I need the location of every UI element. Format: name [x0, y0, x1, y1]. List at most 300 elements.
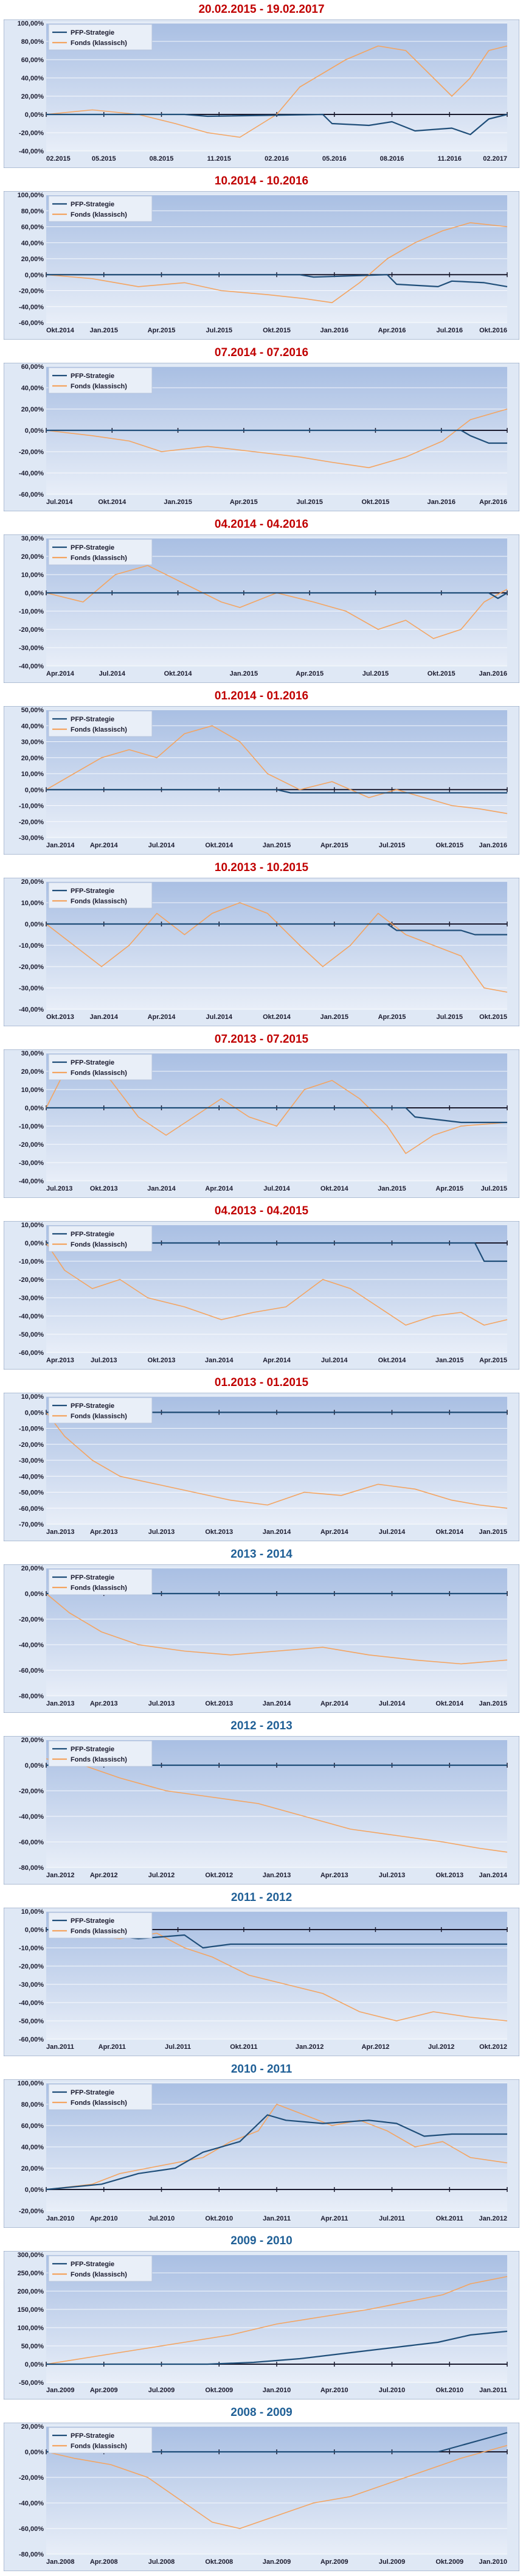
x-tick-label: Jan.2015 — [435, 1357, 464, 1364]
chart-panel — [0, 343, 523, 515]
y-tick-label: 20,00% — [21, 754, 44, 762]
y-tick-label: 20,00% — [21, 93, 44, 100]
x-tick-label: Okt.2011 — [230, 2043, 258, 2051]
x-tick-label: Jan.2011 — [46, 2043, 74, 2051]
legend — [49, 1741, 152, 1766]
x-tick-label: Apr.2010 — [89, 2215, 118, 2222]
chart-panel — [0, 2403, 523, 2575]
x-tick-label: Okt.2008 — [205, 2558, 234, 2566]
x-tick-label: Jul.2013 — [148, 1700, 175, 1707]
x-tick-label: Okt.2012 — [205, 1872, 234, 1879]
chart-panel — [0, 172, 523, 343]
chart-title: 04.2014 - 04.2016 — [214, 518, 309, 531]
x-tick-label: Apr.2015 — [320, 842, 348, 849]
x-tick-label: 02.2016 — [265, 155, 289, 163]
chart-title: 04.2013 - 04.2015 — [214, 1205, 309, 1217]
chart-title: 20.02.2015 - 19.02.2017 — [198, 3, 325, 16]
legend — [49, 2084, 152, 2110]
y-tick-label: 20,00% — [21, 1565, 44, 1572]
y-tick-label: 100,00% — [17, 2325, 44, 2332]
y-tick-label: 20,00% — [21, 553, 44, 561]
y-tick-label: 20,00% — [21, 878, 44, 886]
legend-label: PFP-Strategie — [71, 544, 115, 551]
y-tick-label: 0,00% — [24, 111, 44, 119]
y-tick-label: 80,00% — [21, 38, 44, 46]
x-tick-label: Apr.2014 — [147, 1013, 176, 1021]
x-tick-label: Okt.2014 — [98, 499, 126, 506]
x-tick-label: Okt.2014 — [320, 1185, 348, 1192]
x-tick-label: Jul.2013 — [91, 1357, 117, 1364]
x-tick-label: Jul.2012 — [428, 2043, 455, 2051]
legend — [49, 1913, 152, 1938]
y-tick-label: 40,00% — [21, 2144, 44, 2151]
chart-title: 2012 - 2013 — [230, 1720, 293, 1732]
x-tick-label: Jan.2013 — [46, 1700, 75, 1707]
y-tick-label: 10,00% — [21, 1908, 44, 1916]
x-tick-label: Apr.2012 — [361, 2043, 390, 2051]
line-chart — [4, 1221, 519, 1370]
line-chart — [4, 2251, 519, 2399]
x-tick-label: Okt.2013 — [435, 1872, 464, 1879]
x-tick-label: Jan.2013 — [262, 1872, 291, 1879]
line-chart — [4, 1049, 519, 1198]
chart-title: 01.2013 - 01.2015 — [214, 1376, 309, 1389]
y-tick-label: -80,00% — [19, 1864, 44, 1872]
y-tick-label: -10,00% — [19, 1425, 44, 1433]
chart-title: 01.2014 - 01.2016 — [214, 690, 309, 702]
y-tick-label: -20,00% — [19, 1963, 44, 1970]
x-tick-label: 11.2016 — [437, 155, 462, 163]
y-tick-label: -30,00% — [19, 1295, 44, 1302]
legend-label: PFP-Strategie — [71, 2089, 115, 2096]
legend-label: PFP-Strategie — [71, 373, 115, 380]
y-tick-label: -20,00% — [19, 449, 44, 456]
y-tick-label: -60,00% — [19, 2036, 44, 2043]
x-tick-label: Jan.2010 — [46, 2215, 75, 2222]
legend-label: PFP-Strategie — [71, 1059, 115, 1066]
y-tick-label: 20,00% — [21, 406, 44, 413]
x-tick-label: Apr.2013 — [89, 1528, 118, 1536]
y-tick-label: -40,00% — [19, 1473, 44, 1481]
y-tick-label: 0,00% — [24, 1591, 44, 1598]
x-tick-label: Jan.2013 — [46, 1528, 75, 1536]
y-tick-label: 0,00% — [24, 1105, 44, 1112]
legend — [49, 368, 152, 393]
x-tick-label: Jul.2014 — [321, 1357, 348, 1364]
y-tick-label: -20,00% — [19, 964, 44, 971]
x-tick-label: Jan.2015 — [229, 670, 258, 677]
x-tick-label: Jan.2016 — [479, 842, 507, 849]
y-tick-label: -50,00% — [19, 1489, 44, 1497]
y-tick-label: 0,00% — [24, 427, 44, 435]
legend-label: Fonds (klassisch) — [71, 2443, 127, 2450]
y-tick-label: 0,00% — [24, 271, 44, 279]
chart-title: 2010 - 2011 — [230, 2063, 293, 2076]
x-tick-label: Jan.2015 — [479, 1700, 507, 1707]
x-tick-label: Jan.2015 — [89, 327, 118, 334]
y-tick-label: -50,00% — [19, 1331, 44, 1339]
y-tick-label: 0,00% — [24, 2449, 44, 2456]
legend-label: Fonds (klassisch) — [71, 1928, 127, 1935]
x-tick-label: Okt.2013 — [46, 1013, 74, 1021]
legend-label: Fonds (klassisch) — [71, 726, 127, 733]
x-tick-label: Jul.2014 — [99, 670, 125, 677]
x-tick-label: Jul.2014 — [378, 1700, 406, 1707]
x-tick-label: Jul.2010 — [148, 2215, 175, 2222]
legend-label: PFP-Strategie — [71, 887, 115, 895]
x-tick-label: Okt.2013 — [89, 1185, 118, 1192]
y-tick-label: 80,00% — [21, 2101, 44, 2109]
y-tick-label: 40,00% — [21, 723, 44, 730]
x-tick-label: Jul.2010 — [378, 2387, 406, 2394]
legend — [49, 24, 152, 50]
x-tick-label: Okt.2015 — [427, 670, 455, 677]
legend — [49, 539, 152, 565]
line-chart — [4, 1736, 519, 1885]
x-tick-label: Apr.2015 — [378, 1013, 406, 1021]
x-tick-label: Jul.2009 — [378, 2558, 406, 2566]
y-tick-label: -30,00% — [19, 835, 44, 842]
x-tick-label: Apr.2013 — [320, 1872, 348, 1879]
x-tick-label: Apr.2015 — [229, 499, 258, 506]
x-tick-label: Jul.2015 — [480, 1185, 507, 1192]
chart-panel — [0, 2060, 523, 2231]
y-tick-label: 10,00% — [21, 771, 44, 778]
line-chart — [4, 1564, 519, 1713]
x-tick-label: Jul.2014 — [263, 1185, 290, 1192]
y-tick-label: -20,00% — [19, 2474, 44, 2482]
y-tick-label: 30,00% — [21, 1050, 44, 1057]
y-tick-label: 40,00% — [21, 75, 44, 82]
y-tick-label: 250,00% — [17, 2270, 44, 2277]
x-tick-label: Okt.2014 — [263, 1013, 291, 1021]
x-tick-label: Jan.2016 — [479, 670, 507, 677]
x-tick-label: Apr.2013 — [46, 1357, 74, 1364]
y-tick-label: -10,00% — [19, 1123, 44, 1130]
y-tick-label: 100,00% — [17, 2080, 44, 2087]
y-tick-label: -20,00% — [19, 130, 44, 137]
y-tick-label: 0,00% — [24, 1240, 44, 1247]
chart-panel — [0, 858, 523, 1030]
x-tick-label: Jan.2011 — [479, 2387, 507, 2394]
y-tick-label: 80,00% — [21, 208, 44, 215]
chart-panel — [0, 1717, 523, 1888]
x-tick-label: Jan.2014 — [262, 1700, 291, 1707]
legend-label: PFP-Strategie — [71, 29, 115, 37]
legend — [49, 1569, 152, 1595]
x-tick-label: Jul.2011 — [165, 2043, 191, 2051]
y-tick-label: 40,00% — [21, 385, 44, 392]
line-chart — [4, 191, 519, 340]
y-tick-label: -30,00% — [19, 1981, 44, 1989]
y-tick-label: 0,00% — [24, 1927, 44, 1934]
legend-label: Fonds (klassisch) — [71, 40, 127, 47]
x-tick-label: Okt.2014 — [435, 1700, 464, 1707]
x-tick-label: 11.2015 — [207, 155, 231, 163]
y-tick-label: -60,00% — [19, 320, 44, 327]
legend-label: Fonds (klassisch) — [71, 383, 127, 390]
y-tick-label: 40,00% — [21, 239, 44, 247]
x-tick-label: Okt.2016 — [479, 327, 507, 334]
x-tick-label: Okt.2015 — [479, 1013, 507, 1021]
x-tick-label: 05.2016 — [322, 155, 347, 163]
line-chart — [4, 2423, 519, 2571]
y-tick-label: -80,00% — [19, 1693, 44, 1700]
x-tick-label: Okt.2014 — [378, 1357, 406, 1364]
y-tick-label: -20,00% — [19, 287, 44, 295]
y-tick-label: 0,00% — [24, 590, 44, 597]
y-tick-label: 30,00% — [21, 738, 44, 746]
x-tick-label: Jul.2014 — [378, 1528, 406, 1536]
x-tick-label: Jul.2015 — [436, 1013, 463, 1021]
y-tick-label: -80,00% — [19, 2551, 44, 2558]
line-chart — [4, 878, 519, 1026]
y-tick-label: -20,00% — [19, 2208, 44, 2215]
y-tick-label: -60,00% — [19, 1349, 44, 1357]
y-tick-label: 10,00% — [21, 1087, 44, 1094]
y-tick-label: -40,00% — [19, 148, 44, 155]
y-tick-label: 100,00% — [17, 192, 44, 199]
x-tick-label: Okt.2010 — [205, 2215, 234, 2222]
x-tick-label: 05.2015 — [91, 155, 116, 163]
x-tick-label: 08.2016 — [379, 155, 404, 163]
chart-title: 2008 - 2009 — [230, 2406, 293, 2419]
x-tick-label: Jul.2014 — [206, 1013, 232, 1021]
y-tick-label: -10,00% — [19, 942, 44, 950]
legend — [49, 711, 152, 737]
x-tick-label: Jul.2011 — [379, 2215, 405, 2222]
line-chart — [4, 1393, 519, 1541]
x-tick-label: Jul.2015 — [296, 499, 323, 506]
legend — [49, 2256, 152, 2281]
x-tick-label: Jul.2013 — [148, 1528, 175, 1536]
chart-panel — [0, 0, 523, 172]
x-tick-label: Jan.2012 — [46, 1872, 75, 1879]
y-tick-label: 0,00% — [24, 1409, 44, 1417]
x-tick-label: Apr.2015 — [479, 1357, 507, 1364]
x-tick-label: Okt.2013 — [205, 1528, 234, 1536]
legend-label: Fonds (klassisch) — [71, 1241, 127, 1248]
y-tick-label: -20,00% — [19, 1141, 44, 1149]
y-tick-label: -40,00% — [19, 1313, 44, 1320]
x-tick-label: Jul.2016 — [436, 327, 463, 334]
x-tick-label: Apr.2016 — [378, 327, 406, 334]
line-chart — [4, 2079, 519, 2228]
x-tick-label: Jan.2015 — [320, 1013, 348, 1021]
y-tick-label: -10,00% — [19, 1258, 44, 1265]
y-tick-label: -60,00% — [19, 1505, 44, 1513]
y-tick-label: -40,00% — [19, 2000, 44, 2007]
legend-label: Fonds (klassisch) — [71, 1584, 127, 1592]
y-tick-label: -20,00% — [19, 1788, 44, 1795]
x-tick-label: Jan.2014 — [262, 1528, 291, 1536]
y-tick-label: -50,00% — [19, 2018, 44, 2025]
y-tick-label: 0,00% — [24, 786, 44, 794]
x-tick-label: 08.2015 — [149, 155, 174, 163]
x-tick-label: Jul.2015 — [362, 670, 389, 677]
chart-panel — [0, 515, 523, 687]
legend — [49, 196, 152, 222]
y-tick-label: -20,00% — [19, 1441, 44, 1449]
y-tick-label: -20,00% — [19, 626, 44, 634]
x-tick-label: Apr.2009 — [89, 2387, 118, 2394]
legend-label: Fonds (klassisch) — [71, 2099, 127, 2107]
chart-panel — [0, 687, 523, 858]
y-tick-label: 150,00% — [17, 2306, 44, 2314]
x-tick-label: 02.2017 — [483, 155, 507, 163]
y-tick-label: -40,00% — [19, 303, 44, 311]
line-chart — [4, 19, 519, 168]
chart-title: 2011 - 2012 — [230, 1891, 293, 1904]
x-tick-label: Jul.2008 — [148, 2558, 175, 2566]
y-tick-label: -60,00% — [19, 2525, 44, 2533]
y-tick-label: 0,00% — [24, 1762, 44, 1769]
y-tick-label: 200,00% — [17, 2288, 44, 2295]
legend — [49, 1226, 152, 1251]
y-tick-label: -60,00% — [19, 1839, 44, 1846]
x-tick-label: Apr.2014 — [205, 1185, 234, 1192]
legend-label: PFP-Strategie — [71, 716, 115, 723]
chart-panel — [0, 1373, 523, 1545]
legend-label: Fonds (klassisch) — [71, 1413, 127, 1420]
x-tick-label: Jan.2016 — [320, 327, 348, 334]
legend-label: PFP-Strategie — [71, 2261, 115, 2268]
legend-label: Fonds (klassisch) — [71, 1756, 127, 1763]
x-tick-label: Apr.2009 — [320, 2558, 348, 2566]
y-tick-label: 0,00% — [24, 2186, 44, 2194]
y-tick-label: 60,00% — [21, 363, 44, 371]
x-tick-label: Okt.2009 — [205, 2387, 234, 2394]
x-tick-label: Okt.2013 — [147, 1357, 176, 1364]
legend — [49, 883, 152, 908]
x-tick-label: Jan.2015 — [164, 499, 192, 506]
y-tick-label: -40,00% — [19, 1813, 44, 1821]
y-tick-label: -20,00% — [19, 818, 44, 826]
x-tick-label: Jul.2013 — [46, 1185, 73, 1192]
y-tick-label: -40,00% — [19, 470, 44, 477]
y-tick-label: 100,00% — [17, 20, 44, 27]
chart-title: 10.2014 - 10.2016 — [214, 175, 309, 187]
x-tick-label: Apr.2014 — [320, 1700, 348, 1707]
y-tick-label: -70,00% — [19, 1521, 44, 1528]
x-tick-label: Jan.2014 — [147, 1185, 176, 1192]
y-tick-label: 20,00% — [21, 1068, 44, 1076]
x-tick-label: Jan.2014 — [89, 1013, 118, 1021]
y-tick-label: 20,00% — [21, 256, 44, 263]
y-tick-label: 50,00% — [21, 707, 44, 714]
legend-label: PFP-Strategie — [71, 1917, 115, 1925]
y-tick-label: -10,00% — [19, 608, 44, 615]
x-tick-label: Jan.2010 — [479, 2558, 507, 2566]
x-tick-label: Jul.2015 — [206, 327, 232, 334]
x-tick-label: Jan.2012 — [479, 2215, 507, 2222]
x-tick-label: 02.2015 — [46, 155, 71, 163]
y-tick-label: 30,00% — [21, 535, 44, 542]
x-tick-label: Jan.2015 — [378, 1185, 406, 1192]
legend-label: PFP-Strategie — [71, 201, 115, 208]
chart-panel — [0, 1030, 523, 1202]
x-tick-label: Okt.2014 — [435, 1528, 464, 1536]
y-tick-label: 300,00% — [17, 2252, 44, 2259]
legend-label: PFP-Strategie — [71, 1746, 115, 1753]
x-tick-label: Jan.2012 — [295, 2043, 324, 2051]
y-tick-label: 60,00% — [21, 2123, 44, 2130]
y-tick-label: -30,00% — [19, 1457, 44, 1465]
line-chart — [4, 363, 519, 511]
y-tick-label: 10,00% — [21, 900, 44, 907]
x-tick-label: Okt.2015 — [263, 327, 291, 334]
y-tick-label: -20,00% — [19, 1276, 44, 1284]
x-tick-label: Jul.2015 — [378, 842, 406, 849]
chart-panel — [0, 2231, 523, 2403]
y-tick-label: 20,00% — [21, 1737, 44, 1744]
chart-title: 07.2013 - 07.2015 — [214, 1033, 309, 1046]
x-tick-label: Okt.2014 — [164, 670, 192, 677]
x-tick-label: Jan.2011 — [263, 2215, 291, 2222]
x-tick-label: Okt.2014 — [46, 327, 74, 334]
legend-label: PFP-Strategie — [71, 1574, 115, 1581]
y-tick-label: 10,00% — [21, 572, 44, 579]
y-tick-label: -40,00% — [19, 663, 44, 670]
x-tick-label: Jan.2014 — [46, 842, 75, 849]
y-tick-label: 60,00% — [21, 223, 44, 231]
x-tick-label: Apr.2012 — [89, 1872, 118, 1879]
y-tick-label: -50,00% — [19, 2379, 44, 2387]
x-tick-label: Jul.2009 — [148, 2387, 175, 2394]
legend-label: PFP-Strategie — [71, 1231, 115, 1238]
x-tick-label: Okt.2015 — [435, 842, 464, 849]
y-tick-label: -40,00% — [19, 1642, 44, 1649]
x-tick-label: Jul.2014 — [46, 499, 73, 506]
chart-panel — [0, 1545, 523, 1717]
chart-title: 2009 - 2010 — [230, 2235, 293, 2247]
x-tick-label: Jan.2010 — [262, 2387, 291, 2394]
legend-label: Fonds (klassisch) — [71, 2271, 127, 2278]
line-chart — [4, 1908, 519, 2056]
legend — [49, 1054, 152, 1080]
chart-panel — [0, 1888, 523, 2060]
x-tick-label: Jan.2009 — [46, 2387, 75, 2394]
y-tick-label: 60,00% — [21, 57, 44, 64]
y-tick-label: -10,00% — [19, 1945, 44, 1952]
legend-label: Fonds (klassisch) — [71, 1069, 127, 1077]
y-tick-label: -30,00% — [19, 645, 44, 652]
legend-label: Fonds (klassisch) — [71, 211, 127, 219]
x-tick-label: Apr.2014 — [320, 1528, 348, 1536]
y-tick-label: 0,00% — [24, 921, 44, 928]
x-tick-label: Jan.2014 — [205, 1357, 234, 1364]
x-tick-label: Apr.2010 — [320, 2387, 348, 2394]
x-tick-label: Apr.2011 — [320, 2215, 348, 2222]
y-tick-label: 0,00% — [24, 2361, 44, 2368]
line-chart — [4, 706, 519, 855]
x-tick-label: Apr.2014 — [89, 842, 118, 849]
x-tick-label: Apr.2011 — [98, 2043, 126, 2051]
y-tick-label: 10,00% — [21, 1393, 44, 1401]
legend — [49, 2427, 152, 2453]
legend — [49, 1398, 152, 1423]
x-tick-label: Okt.2009 — [435, 2558, 464, 2566]
x-tick-label: Jul.2014 — [148, 842, 175, 849]
y-tick-label: -30,00% — [19, 1160, 44, 1167]
x-tick-label: Okt.2012 — [479, 2043, 507, 2051]
x-tick-label: Jul.2012 — [148, 1872, 175, 1879]
x-tick-label: Apr.2014 — [46, 670, 74, 677]
chart-title: 2013 - 2014 — [230, 1548, 293, 1561]
x-tick-label: Apr.2013 — [89, 1700, 118, 1707]
x-tick-label: Okt.2011 — [435, 2215, 463, 2222]
y-tick-label: -30,00% — [19, 985, 44, 992]
